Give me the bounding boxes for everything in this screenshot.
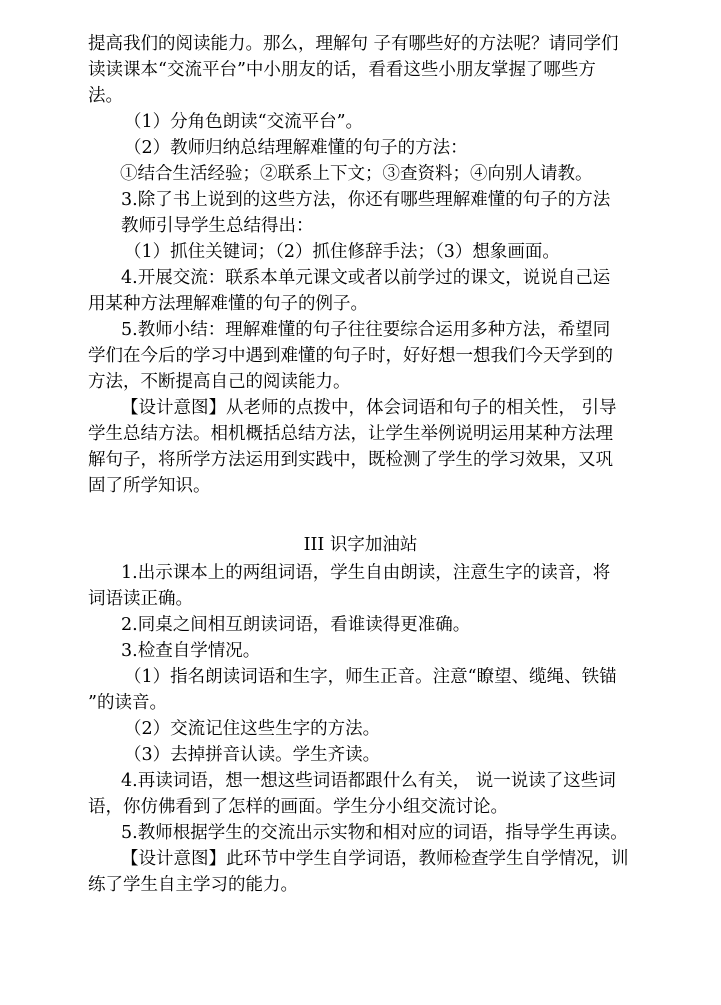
paragraph-line: 1.出示课本上的两组词语，学生自由朗读，注意生字的读音，将 xyxy=(121,563,611,583)
paragraph-line: （2）交流记住这些生字的方法。 xyxy=(124,719,381,739)
paragraph-line: 2.同桌之间相互朗读词语，看谁读得更准确。 xyxy=(121,615,471,635)
paragraph-line: 5.教师小结：理解难懂的句子往往要综合运用多种方法，希望同 xyxy=(121,320,611,340)
paragraph-line: 【设计意图】此环节中学生自学词语，教师检查学生自学情况，训 xyxy=(121,849,629,869)
paragraph-line: 【设计意图】从老师的点拨中，体会词语和句子的相关性， 引导 xyxy=(121,398,617,418)
paragraph-line: 读读课本“交流平台”中小朋友的话，看看这些小朋友掌握了哪些方 xyxy=(88,60,596,80)
paragraph-line: 用某种方法理解难懂的句子的例子。 xyxy=(88,294,368,314)
paragraph-line: 学们在今后的学习中遇到难懂的句子时，好好想一想我们今天学到的 xyxy=(88,346,613,366)
paragraph-line: 固了所学知识。 xyxy=(88,476,211,496)
paragraph-line: 4.再读词语，想一想这些词语都跟什么有关， 说一说读了这些词 xyxy=(121,771,616,791)
paragraph-line: （1）指名朗读词语和生字，师生正音。注意“瞭望、缆绳、铁锚 xyxy=(124,667,617,687)
paragraph-line: 练了学生自主学习的能力。 xyxy=(88,875,298,895)
paragraph-line: 提高我们的阅读能力。那么，理解句 子有哪些好的方法呢？请同学们 xyxy=(88,34,619,54)
paragraph-line: 3.检查自学情况。 xyxy=(121,641,261,661)
paragraph-line: 词语读正确。 xyxy=(88,589,193,609)
paragraph-line: 法。 xyxy=(88,86,123,106)
paragraph-line: ①结合生活经验；②联系上下文；③查资料；④向别人请教。 xyxy=(120,164,593,184)
paragraph-line: 语，你仿佛看到了怎样的画面。学生分小组交流讨论。 xyxy=(88,797,508,817)
paragraph-line: 4.开展交流：联系本单元课文或者以前学过的课文，说说自己运 xyxy=(121,268,611,288)
paragraph-line: （1）抓住关键词；（2）抓住修辞手法；（3）想象画面。 xyxy=(124,242,560,262)
paragraph-line: 学生总结方法。相机概括总结方法，让学生举例说明运用某种方法理 xyxy=(88,424,613,444)
paragraph-line: （2）教师归纳总结理解难懂的句子的方法： xyxy=(124,138,468,158)
paragraph-line: 5.教师根据学生的交流出示实物和相对应的词语，指导学生再读。 xyxy=(121,823,628,843)
paragraph-line: 解句子，将所学方法运用到实践中，既检测了学生的学习效果，又巩 xyxy=(88,450,613,470)
paragraph-line: （1）分角色朗读“交流平台”。 xyxy=(124,112,364,132)
section-heading: III 识字加油站 xyxy=(303,535,418,555)
paragraph-line: 方法，不断提高自己的阅读能力。 xyxy=(88,372,351,392)
paragraph-line: 3.除了书上说到的这些方法，你还有哪些理解难懂的句子的方法 xyxy=(121,190,611,210)
paragraph-line: 教师引导学生总结得出： xyxy=(121,216,314,236)
paragraph-line: （3）去掉拼音认读。学生齐读。 xyxy=(124,745,381,765)
paragraph-line: ”的读音。 xyxy=(88,693,167,713)
